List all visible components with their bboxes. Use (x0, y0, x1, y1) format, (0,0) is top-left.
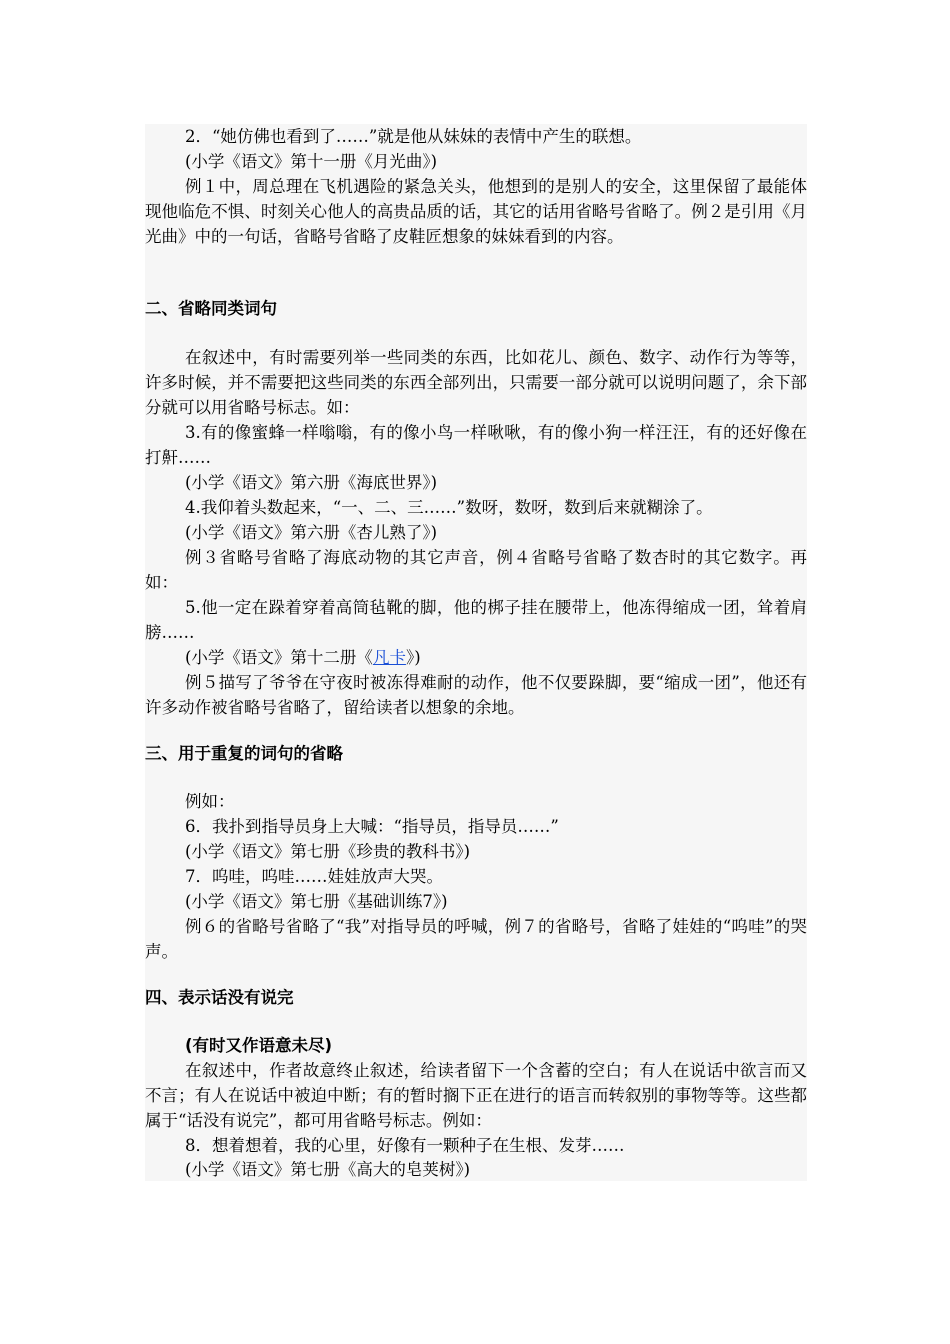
explanation-6-7: 例６的省略号省略了“我”对指导员的呼喊，例７的省略号，省略了娃娃的“呜哇”的哭声。 (145, 917, 807, 961)
explanation-5: 例５描写了爷爷在守夜时被冻得难耐的动作，他不仅要跺脚，要“缩成一团”，他还有许多动作被省略号省略了，留给读者以想象的余地。 (145, 673, 807, 717)
example-3-source: (小学《语文》第六册《海底世界》) (185, 473, 438, 492)
example-2-text: 2．“她仿佛也看到了……”就是他从妹妹的表情中产生的联想。 (185, 127, 642, 146)
section-heading-2: 二、省略同类词句 (145, 299, 277, 318)
example-8-text: 8．想着想着，我的心里，好像有一颗种子在生根、发芽…… (185, 1136, 625, 1155)
example-5-source (145, 645, 807, 670)
explanation-3-4: 例３省略号省略了海底动物的其它声音，例４省略号省略了数杏时的其它数字。再如： (145, 548, 807, 592)
example-4-source: (小学《语文》第六册《杏儿熟了》) (185, 523, 438, 542)
section-4-intro: 在叙述中，作者故意终止叙述，给读者留下一个含蓄的空白；有人在说话中欲言而又不言；有人在说话中被迫中断；有的暂时搁下正在进行的语言而转叙别的事物等等。这些都属于“话没有说完”，都可用省略号标志。例如： (145, 1061, 807, 1130)
example-7-text: 7．呜哇，呜哇……娃娃放声大哭。 (185, 867, 443, 886)
example-2-source: (小学《语文》第十一册《月光曲》) (185, 152, 438, 171)
example-3-text: 3.有的像蜜蜂一样嗡嗡，有的像小鸟一样啾啾，有的像小狗一样汪汪，有的还好像在打鼾…… (145, 423, 807, 467)
document-body (145, 124, 807, 1181)
section-4-subtitle: (有时又作语意未尽) (185, 1036, 333, 1055)
example-7-source: (小学《语文》第七册《基础训练7》) (185, 892, 448, 911)
section-heading-3: 三、用于重复的词句的省略 (145, 744, 343, 763)
fanka-link[interactable]: 凡卡 (372, 648, 406, 667)
example-5-text: 5.他一定在跺着穿着高筒毡靴的脚，他的梆子挂在腰带上，他冻得缩成一团，耸着肩膀…… (145, 598, 807, 642)
source-prefix: (小学《语文》第十二册《 (185, 648, 373, 667)
example-6-source: (小学《语文》第七册《珍贵的教科书》) (185, 842, 471, 861)
example-4-text: 4.我仰着头数起来，“一、二、三……”数呀，数呀，数到后来就糊涂了。 (185, 498, 713, 517)
section-heading-4: 四、表示话没有说完 (145, 988, 294, 1007)
example-6-text: 6．我扑到指导员身上大喊：“指导员，指导员……” (185, 817, 559, 836)
example-8-source: (小学《语文》第七册《高大的皂荚树》) (185, 1160, 471, 1179)
section-3-intro: 例如： (185, 792, 235, 811)
source-suffix: 》) (405, 648, 421, 667)
explanation-1-2: 例１中，周总理在飞机遇险的紧急关头，他想到的是别人的安全，这里保留了最能体现他临危不惧、时刻关心他人的高贵品质的话，其它的话用省略号省略了。例２是引用《月光曲》中的一句话，省略号省略了皮鞋匠想象的妹妹看到的内容。 (145, 177, 807, 246)
section-2-intro: 在叙述中，有时需要列举一些同类的东西，比如花儿、颜色、数字、动作行为等等，许多时候，并不需要把这些同类的东西全部列出，只需要一部分就可以说明问题了，余下部分就可以用省略号标志。如： (145, 348, 807, 417)
